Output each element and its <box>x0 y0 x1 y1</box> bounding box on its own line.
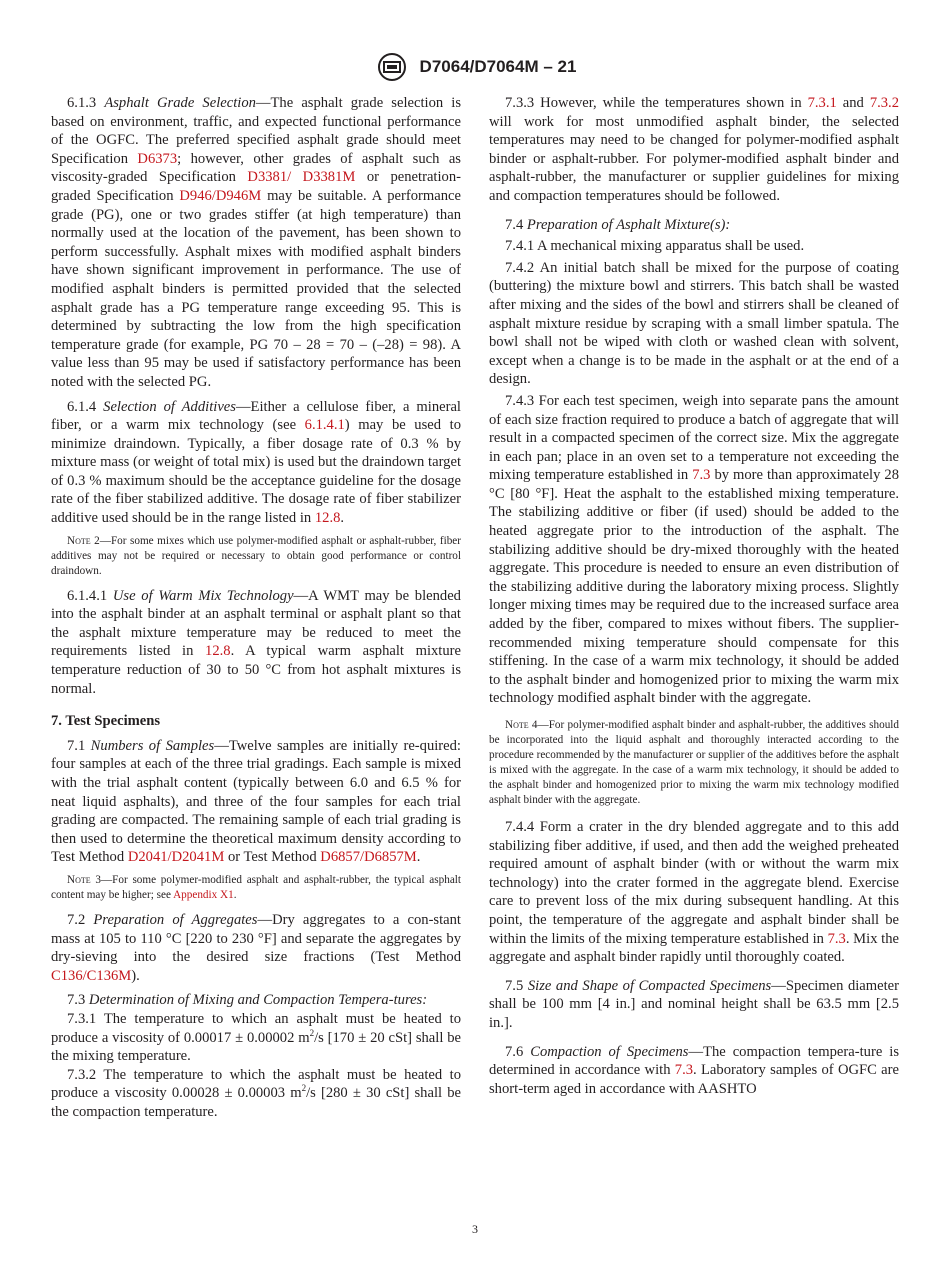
para-7-4-4: 7.4.4 Form a crater in the dry blended aggregate and to this add stabilizing fiber additive, if used, and then add the weighed preheated required amount of asphalt binder (with or without the warm mix technology) into the crater formed in the aggregate blend. Exercise care to prevent loss of the mix during subsequent handling. At this point, the temperature of the aggregate and asphalt binder shall be within the limits of the mixing temperature established in 7.3. Mix the aggregate and asphalt binder rapidly until thoroughly coated. <box>489 819 899 966</box>
link-appendix-x1[interactable]: Appendix X1 <box>173 888 234 901</box>
para-7-4-1: 7.4.1 A mechanical mixing apparatus shall be used. <box>505 238 805 255</box>
link-d6857[interactable]: D6857/D6857M <box>320 849 417 866</box>
page-number: 3 <box>472 1222 478 1236</box>
note-4: Note 4—For polymer-modified asphalt binder and asphalt-rubber, the additives should be incorporated into the liquid asphalt and thoroughly interacted according to the procedure recommended by the manufacturer or supplier of the additives before the asphalt is mixed with the aggregate. In the case of a warm mix technology, it should be added to the asphalt binder and homogenized prior to mixing the warm mix technology modified asphalt binder with the aggregate. <box>489 719 899 806</box>
para-7-1: 7.1 Numbers of Samples—Twelve samples are initially re-quired: four samples at each of the three trial gradings. Each sample is mixed with the trial asphalt content (typically between 6.0 and 6.5 % for neat liquid asphalts), and three of the four samples for each trial grading are compacted. The remaining sample of each trial grading is then used to determine the theoretical maximum density according to Test Method D2041/D2041M or Test Method D6857/D6857M. <box>51 737 461 866</box>
para-7-3-2: 7.3.2 The temperature to which the asphalt must be heated to produce a viscosity 0.00028 ± 0.00003 $m^2/s$ [280 ± 30 cSt] shall be the compaction temperature. <box>51 1066 461 1120</box>
section-heading-7: 7. Test Specimens <box>51 713 161 730</box>
para-7-4: 7.4 Preparation of Asphalt Mixture(s): <box>505 216 731 233</box>
para-7-3: 7.3 Determination of Mixing and Compaction Tempera-tures: <box>67 992 428 1009</box>
para-7-5: 7.5 Size and Shape of Compacted Specimens—Specimen diameter shall be 100 mm [4 in.] and nominal height shall be 63.5 mm [2.5 in.]. <box>489 977 900 1031</box>
link-7-3-c[interactable]: 7.3 <box>674 1062 694 1079</box>
para-7-3-1: 7.3.1 The temperature to which an asphalt must be heated to produce a viscosity of 0.00017 ± 0.00002 $m^2/s$ [170 ± 20 cSt] shall be the mixing temperature. <box>51 1010 461 1065</box>
link-12-8-b[interactable]: 12.8 <box>205 643 231 660</box>
link-7-3-1[interactable]: 7.3.1 <box>807 95 837 111</box>
link-12-8[interactable]: 12.8 <box>314 510 341 527</box>
note-2: Note 2—For some mixes which use polymer-modified asphalt or asphalt-rubber, fiber additives may not be required or necessary to obtain good performance or control draindown. <box>51 534 461 577</box>
para-6-1-4-1: 6.1.4.1 Use of Warm Mix Technology—A WMT may be blended into the asphalt binder at an asphalt terminal or asphalt plant so that the asphalt mixture temperature may be reduced to meet the requirements listed in 12.8. A typical warm asphalt mixture temperature reduction of 30 to 50 °C from hot asphalt mixtures is normal. <box>51 587 461 697</box>
link-c136[interactable]: C136/C136M <box>51 967 132 984</box>
para-7-6: 7.6 Compaction of Specimens—The compaction tempera-ture is determined in accordance with 7.3. Laboratory samples of OGFC are short-term aged in accordance with AASHTO <box>489 1043 899 1097</box>
link-d3381[interactable]: D3381/ D3381M <box>247 169 356 186</box>
link-7-3-a[interactable]: 7.3 <box>692 467 711 484</box>
para-7-4-3: 7.4.3 For each test specimen, weigh into separate pans the amount of each size fraction required to produce a batch of aggregate that will result in a compacted specimen of the correct size. Mix the aggregate in each pan; place in an oven set to a temperature not exceeding the mixing temperature established in 7.3 by more than approximately 28 °C [80 °F]. Heat the asphalt to the established mixing temperature. The stabilizing additive or fiber (if used) should be added to the heated aggregate prior to the introduction of the asphalt. The stabilizing additive should be dry-mixed thoroughly with the heated aggregate. This procedure is needed to ensure an even distribution of the stabilizing additive during the laboratory mixing process. Slightly longer mixing times may be required due to the increased surface area added by the fiber, compared to mixes without fibers. The supplier-recommended mixing temperature should compensate for this stiffening. In the case of a warm mix technology, it should be added to the asphalt binder and homogenized prior to mixing the warm mix technology modified asphalt binder with the aggregate. <box>489 392 899 707</box>
left-column <box>51 94 461 1128</box>
para-7-2: 7.2 Preparation of Aggregates—Dry aggregates to a con-stant mass at 105 to 110 °C [220 to 230 °F] and separate the aggregates by dry-sieving into the desired size fractions (Test Method C136/C136M). <box>51 911 461 984</box>
link-6-1-4-1[interactable]: 6.1.4.1 <box>304 417 345 434</box>
link-7-3-2[interactable]: 7.3.2 <box>869 95 899 111</box>
standard-designation: D7064/D7064M – 21 <box>419 57 577 76</box>
link-d6373[interactable]: D6373 <box>137 150 178 167</box>
right-column <box>489 94 899 1104</box>
link-7-3-b[interactable]: 7.3 <box>827 930 846 947</box>
para-7-3-3: 7.3.3 However, while the temperatures shown in 7.3.1 and 7.3.2 will work for most unmodified asphalt binder, the selected temperatures may need to be changed for polymer-modified asphalt binder or asphalt-rubber. For polymer-modified asphalt binder and asphalt-rubber, the manufacturer or supplier guidelines for mixing and compaction temperatures should be followed. <box>489 95 899 204</box>
link-d946[interactable]: D946/D946M <box>179 187 262 204</box>
para-6-1-3: 6.1.3 Asphalt Grade Selection—The asphalt grade selection is based on environment, traffic, and expected functional performance of the OGFC. The preferred specified asphalt grade should meet Specification D6373; however, other grades of asphalt such as viscosity-graded Specification D3381/ D3381M or penetration-graded Specification D946/D946M may be suitable. A performance grade (PG), one or two grades stiffer (at high temperature) than normally used at the location of the pavement, has been shown to perform successfully. Asphalt mixes with modified asphalt binders have shown significant improvement in performance. The use of modified asphalt binders is permitted provided that the selected asphalt grade has a PG temperature range exceeding 95. This is determined by subtracting the low from the high specification temperature grade (for example, PG 70 – 28 = 70 – (–28) = 98). A value less than 95 may be used if satisfactory performance has been noted with the selected PG. <box>51 95 462 390</box>
page-header <box>0 52 950 82</box>
astm-logo-icon <box>374 52 410 82</box>
para-6-1-4: 6.1.4 Selection of Additives—Either a cellulose fiber, a mineral fiber, or a warm mix technology (see 6.1.4.1) may be used to minimize draindown. Typically, a fiber dosage rate of 0.3 % by mixture mass (or weight of total mix) is used but the draindown target of 0.3 % maximum should be the acceptance guideline for the dosage rate of the fiber stabilized additive. The dosage rate of fiber stabilizer additive used should be in the range listed in 12.8. <box>51 398 461 527</box>
para-7-4-2: 7.4.2 An initial batch shall be mixed for the purpose of coating (buttering) the mixture bowl and stirrers. This batch shall be wasted after mixing and the sides of the bowl and stirrers shall be cleaned of asphalt mixture residue by scraping with a small limber spatula. The bowl shall not be wiped with cloth or washed clean with solvent, except when a change is to be made in the asphalt or at the end of a design. <box>489 259 899 388</box>
link-d2041[interactable]: D2041/D2041M <box>127 849 225 866</box>
note-3: Note 3—For some polymer-modified asphalt and asphalt-rubber, the typical asphalt content may be higher; see Appendix X1. <box>51 873 461 901</box>
